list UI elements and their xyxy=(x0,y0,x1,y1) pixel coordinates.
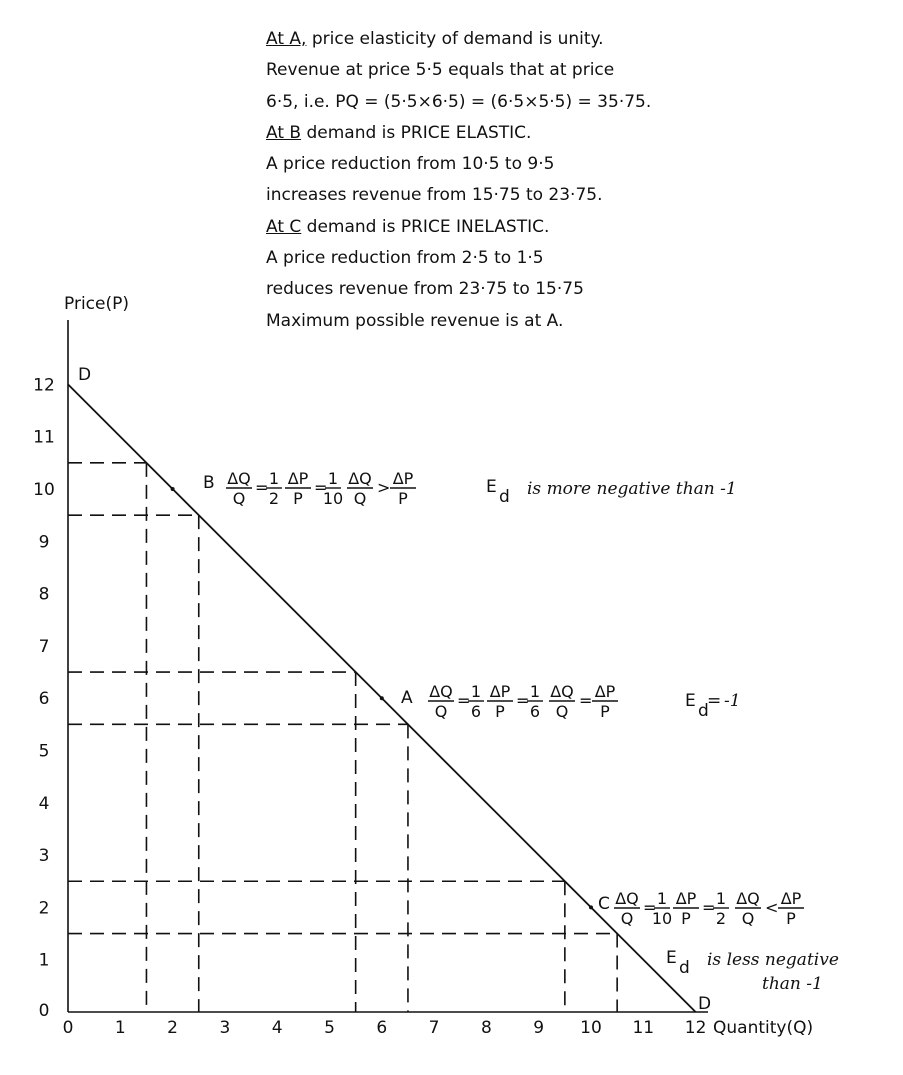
fraction-denominator: Q xyxy=(434,702,448,721)
fraction-denominator: Q xyxy=(741,909,755,928)
operator: = xyxy=(314,478,328,497)
fraction-denominator: P xyxy=(786,909,796,928)
formula-a xyxy=(428,682,618,721)
note-line-8: A price reduction from 2·5 to 1·5 xyxy=(266,248,544,269)
fraction-denominator: P xyxy=(293,489,303,508)
fraction-denominator: 2 xyxy=(268,489,280,508)
y-tick-label: 1 xyxy=(38,950,50,971)
equals-a: = xyxy=(707,691,722,711)
operator: = xyxy=(516,691,530,710)
fraction-numerator: ΔP xyxy=(392,469,414,488)
point-c-marker xyxy=(589,905,593,909)
fraction-denominator: Q xyxy=(353,489,367,508)
ed-subscript-c: d xyxy=(679,958,690,978)
y-tick-label: 0 xyxy=(38,1001,50,1021)
curve-label-bottom: D xyxy=(698,994,712,1014)
fraction-denominator: Q xyxy=(555,702,569,721)
operator: < xyxy=(765,898,779,917)
y-tick-label: 3 xyxy=(38,846,50,867)
ed-subscript-a: d xyxy=(698,701,709,721)
x-tick-label: 3 xyxy=(219,1018,231,1038)
note-line-7-text: demand is PRICE INELASTIC. xyxy=(301,216,550,237)
operator: = xyxy=(702,898,716,917)
x-tick-label: 9 xyxy=(533,1018,545,1038)
formula-c xyxy=(614,889,804,928)
formula-b xyxy=(226,469,416,508)
x-tick-label: 0 xyxy=(62,1018,74,1038)
operator: = xyxy=(579,691,593,710)
fraction-denominator: P xyxy=(600,702,610,721)
y-tick-label: 11 xyxy=(33,427,55,448)
fraction-numerator: ΔQ xyxy=(348,469,372,488)
ed-symbol-b: E xyxy=(486,477,497,497)
note-line-4-text: demand is PRICE ELASTIC. xyxy=(301,122,532,143)
fraction-numerator: ΔP xyxy=(675,889,697,908)
comment-b: is more negative than -1 xyxy=(527,479,737,499)
x-tick-label: 12 xyxy=(684,1018,707,1038)
fraction-numerator: ΔQ xyxy=(615,889,639,908)
note-point-c: At C xyxy=(266,216,302,237)
fraction-numerator: ΔQ xyxy=(736,889,760,908)
comment-c-line1: is less negative xyxy=(707,950,839,970)
fraction-denominator: 10 xyxy=(322,489,344,508)
comment-c-line2: than -1 xyxy=(762,974,823,994)
x-tick-label: 8 xyxy=(480,1018,492,1038)
x-tick-label: 5 xyxy=(324,1018,335,1038)
y-tick-label: 10 xyxy=(33,480,55,500)
curve-label-top: D xyxy=(78,365,92,385)
y-tick-label: 6 xyxy=(38,689,50,710)
fraction-denominator: Q xyxy=(232,489,246,508)
fraction-numerator: ΔQ xyxy=(429,682,453,701)
operator: = xyxy=(457,691,471,710)
x-tick-label: 2 xyxy=(167,1018,179,1038)
operator: = xyxy=(255,478,269,497)
note-point-b: At B xyxy=(266,122,302,143)
y-tick-label: 2 xyxy=(38,898,50,919)
fraction-denominator: 6 xyxy=(529,702,541,721)
fraction-denominator: 6 xyxy=(470,702,482,721)
ed-symbol-a: E xyxy=(685,691,696,711)
ed-subscript-b: d xyxy=(499,487,510,507)
fraction-numerator: 1 xyxy=(327,469,339,488)
fraction-numerator: 1 xyxy=(715,889,727,908)
y-tick-label: 12 xyxy=(33,375,55,396)
fraction-numerator: ΔP xyxy=(594,682,616,701)
ed-symbol-c: E xyxy=(666,948,677,968)
fraction-numerator: ΔQ xyxy=(227,469,251,488)
point-b-marker xyxy=(171,487,175,491)
x-tick-label: 11 xyxy=(632,1018,655,1038)
y-axis-label: Price(P) xyxy=(64,294,129,314)
fraction-denominator: P xyxy=(495,702,505,721)
note-line-3: 6·5, i.e. PQ = (5·5×6·5) = (6·5×5·5) = 35·75. xyxy=(266,91,652,112)
fraction-denominator: P xyxy=(398,489,408,508)
note-line-5: A price reduction from 10·5 to 9·5 xyxy=(266,154,555,175)
fraction-numerator: ΔP xyxy=(780,889,802,908)
x-tick-label: 4 xyxy=(271,1018,283,1038)
fraction-denominator: 2 xyxy=(715,909,727,928)
fraction-numerator: 1 xyxy=(656,889,668,908)
y-tick-label: 4 xyxy=(38,793,50,814)
fraction-numerator: 1 xyxy=(470,682,482,701)
x-tick-label: 1 xyxy=(114,1018,126,1038)
x-axis-label: Quantity(Q) xyxy=(713,1018,814,1038)
y-tick-label: 7 xyxy=(38,636,50,657)
fraction-numerator: ΔP xyxy=(287,469,309,488)
note-line-10: Maximum possible revenue is at A. xyxy=(266,310,564,331)
note-line-9: reduces revenue from 23·75 to 15·75 xyxy=(266,279,584,300)
note-line-6: increases revenue from 15·75 to 23·75. xyxy=(266,185,603,206)
fraction-numerator: 1 xyxy=(268,469,280,488)
y-tick-label: 9 xyxy=(38,532,50,553)
note-line-1-text: price elasticity of demand is unity. xyxy=(306,29,604,49)
fraction-denominator: 10 xyxy=(651,909,673,928)
comment-a: -1 xyxy=(724,691,741,711)
point-a-marker xyxy=(380,696,384,700)
x-tick-label: 10 xyxy=(580,1018,602,1038)
note-line-2: Revenue at price 5·5 equals that at price xyxy=(266,60,615,81)
x-tick-label: 7 xyxy=(428,1018,440,1038)
note-point-a: At A, xyxy=(266,29,307,49)
point-label-c: C xyxy=(598,894,610,914)
point-label-b: B xyxy=(203,473,215,493)
fraction-numerator: ΔP xyxy=(489,682,511,701)
fraction-numerator: ΔQ xyxy=(550,682,574,701)
fraction-denominator: Q xyxy=(620,909,634,928)
fraction-numerator: 1 xyxy=(529,682,541,701)
x-tick-label: 6 xyxy=(376,1018,388,1038)
operator: = xyxy=(643,898,657,917)
point-label-a: A xyxy=(401,688,413,708)
y-tick-label: 8 xyxy=(38,584,50,605)
fraction-denominator: P xyxy=(681,909,691,928)
operator: > xyxy=(377,478,391,497)
y-tick-label: 5 xyxy=(38,741,50,762)
